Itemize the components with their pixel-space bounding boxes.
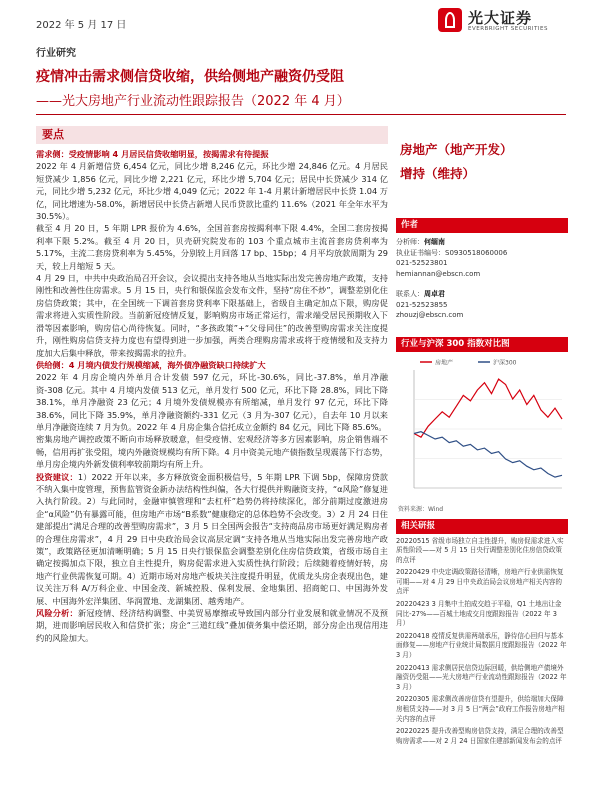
report-title: 疫情冲击需求侧信贷收缩，供给侧地产融资仍受阻 xyxy=(36,69,344,85)
contact-label: 联系人： xyxy=(396,290,424,298)
risk-lead: 风险分析： xyxy=(36,608,78,619)
supply-text-2: 密集房地产调控政策不断向市场释放暖意，但受疫情、宏观经济等多方因素影响，房企销售端不畅，信用再扩张受阻，境内外融资规模均有所下降。4 月中资美元地产债指数呈现震荡下行态势，单月房企境内外新发债利率较前期均有所上升。 xyxy=(36,434,388,470)
demand-text: 2022 年 4 月新增信贷 6,454 亿元，同比少增 8,246 亿元，环比少增 24,846 亿元。4 月居民短贷减少 1,856 亿元，同比少增 2,221 亿元，环比少增 5,704 亿元；居民中长贷减少 314 亿元，同比少增 5,232 亿元，环比少增 4,049 亿元；2022 年 1-4 月累计新增居民中长贷 1.04 万亿，同比增速为-58.0%，新增居民中长贷占新增人民币贷款比重约 11.6%（2021 年全年水平为 30.5%）。 xyxy=(36,161,388,222)
rating-value: 增持（维持） xyxy=(400,166,476,181)
rating-sector: 房地产（地产开发） xyxy=(400,142,513,157)
related-report-item[interactable]: 20220225 提升改善型购房信贷支持，满足合理的改善型购房需求——对 2 月 24 日国家住建部新闻发布会的点评 xyxy=(396,727,564,745)
authors-heading: 作者 xyxy=(396,218,568,233)
analyst-cert: 执业证书编号：S0930518060006 xyxy=(396,248,508,257)
report-category: 行业研究 xyxy=(36,48,76,59)
index-comparison-chart xyxy=(396,352,568,502)
supply-lead: 供给侧：4 月境内债发行规模缩减，海外债净融资缺口持续扩大 xyxy=(36,359,266,370)
brand-logo xyxy=(438,4,556,40)
investment-section xyxy=(36,471,388,607)
related-reports-heading: 相关研报 xyxy=(396,519,568,534)
chart-legend-label: 沪深300 xyxy=(493,359,517,366)
logo-icon xyxy=(438,8,462,32)
lpr-text: 截至 4 月 20 日，5 年期 LPR 报价为 4.6%，全国首套房按揭利率下限 4.4%，全国二套房按揭利率下限 5.2%。截至 4 月 20 日，贝壳研究院发布的 103 个重点城市主流首套房贷利率为 5.17%，主流二套房贷利率为 5.45%，分别较上月回落 17 bp、15bp；4 月平均放款周期为 29 天，较上月缩短 5 天。 xyxy=(36,223,388,271)
contact-phone: 021-52523855 xyxy=(396,300,448,309)
chart-source: 资料来源：Wind xyxy=(398,505,444,513)
demand-section xyxy=(36,148,388,359)
related-report-item[interactable]: 20220413 需求侧居民信贷边际回暖，供给侧地产债境外融资仍受阻——光大房地产行业流动性跟踪报告（2022 年 3 月） xyxy=(396,663,567,691)
logo-name-cn: 光大证券 xyxy=(468,9,533,27)
analyst-name: 何缅南 xyxy=(424,238,445,246)
supply-text: 2022 年 4 月房企境内外单月合计发债 597 亿元，环比-30.6%，同比-37.8%，单月净融资-308 亿元。其中 4 月境内发债 513 亿元，单月发行 500 亿元，环比下降 28.8%，同比下降 38.1%，单月净融资 23 亿元；4 月境外发债规模亦有所缩减，单月发行 97 亿元，环比下降 38.6%，同比下降 35.9%，单月净融资额约-331 亿元（3 月为-307 亿元），自去年 10 月以来单月净融资连续 7 月为负。2022 年 4 月房企集合信托成立金额约 84 亿元，同比下降 85.6%。 xyxy=(36,372,388,432)
chart-series-line xyxy=(414,431,562,476)
main-column xyxy=(36,126,388,790)
analyst-phone: 021-52523801 xyxy=(396,259,448,267)
related-report-item[interactable]: 20220418 疫情反复供需两端承压，静待信心回归与基本面修复——房地产行业统计局数据月度跟踪报告（2022 年 3 月） xyxy=(396,631,567,660)
title-divider xyxy=(36,114,566,115)
supply-section xyxy=(36,359,388,471)
report-date: 2022 年 5 月 17 日 xyxy=(36,20,127,31)
related-reports-list xyxy=(396,537,568,747)
contact-name: 周卓君 xyxy=(424,290,445,298)
chart-heading: 行业与沪深 300 指数对比图 xyxy=(396,337,568,352)
related-report-item[interactable]: 20220515 省级市场独立自主性提升，购房促需求进入实质性阶段——对 5 月 15 日央行调整差别化住房信贷政策的点评 xyxy=(396,536,564,564)
investment-lead: 投资建议： xyxy=(36,471,78,482)
contact-email[interactable]: zhouzj@ebscn.com xyxy=(396,311,464,319)
investment-text: 1）2022 开年以来，多方释放资金面积极信号，5 年期 LPR 下调 5bp，保障房贷款不纳入集中度管理，预售监管资金新办法结构性纠偏，各大行提供并购融资支持，“α风险”修复进入执行阶段。2）与此同时，金融审慎管理和“去杠杆”趋势仍将持续深化，部分前期过度激进房企“α风险”仍有暴露可能，但房地产市场“B系数”健康稳定的总体趋势不会改变。3）2 月 24 日住建部提出“满足合理的改善型购房需求”，3 月 5 日全国两会报告“支持商品房市场更好满足购房者的合理住房需求”，4 月 29 日中央政治局会议高层定调“支持各地从当地实际出发完善房地产政策”，政策路径更加清晰明确；5 月 15 日央行银保监会调整差别化住房信贷政策，省级市场自主确定按揭加点下限，独立自主性提升，购房促需求进入实质性执行阶段；后续随着疫情好转，房地产行业供需恢复可期。4）近期市场对房地产板块关注度提升明显，优质龙头房企表现出色，建议关注万科 A/万科企业、中国金茂、新城控股、保利发展、金地集团、招商蛇口、中国海外发展、中国海外宏洋集团、华润置地、龙湖集团、越秀地产。 xyxy=(36,471,388,606)
demand-lead: 需求侧：受疫情影响 4 月居民信贷收缩明显，按揭需求有待提振 xyxy=(36,149,269,159)
sidebar xyxy=(396,126,568,790)
chart-legend-label: 房地产 xyxy=(435,359,454,366)
analyst-email[interactable]: hemiannan@ebscn.com xyxy=(396,269,481,278)
risk-section xyxy=(36,607,388,644)
analyst-label: 分析师： xyxy=(396,238,424,246)
risk-text: 新冠疫情、经济结构调整、中美贸易摩擦或导致国内部分行业发展和就业情况不及预期，进而影响居民收入和信贷扩张；房企“三道红线”叠加债务集中偿还期，部分房企出现信用违约的风险加大。 xyxy=(36,608,388,643)
policy-text: 4 月 29 日，中共中央政治局召开会议，会议提出支持各地从当地实际出发完善房地产政策，支持刚性和改善性住房需求。5 月 15 日，央行和银保监会发布文件，坚持“房住不炒”，调整差别化住房信贷政策；其中，在全国统一下调首套房贷利率下限基础上，省级自主确定加点下限，购房促需求将进入实质性阶段。当前新冠疫情反复，影响购房市场正常运行，需求端受居民预期收入下滑等因素影响，购房信心尚待恢复。同时，“多孩政策”+“父母同住”的改善型购房需求关注度提升，刚性购房信贷支持力度也有望得到进一步加强，两类合理购房需求或将于疫情缓和及支持力度加大后集中释放，带来按揭需求的拉升。 xyxy=(36,273,388,358)
related-report-item[interactable]: 20220429 中央定调政策路径清晰，房地产行业供需恢复可期——对 4 月 29 日中央政治局会议房地产相关内容的点评 xyxy=(396,568,564,596)
chart-svg xyxy=(396,352,568,502)
related-report-item[interactable]: 20220305 需求侧改善房信贷有望提升，供给端加大保障房租赁支持——对 3 月 5 日“两会”政府工作报告房地产相关内容的点评 xyxy=(396,695,565,723)
contact-block xyxy=(396,289,568,321)
chart-series-line xyxy=(414,379,562,437)
logo-name-en: EVERBRIGHT SECURITIES xyxy=(468,26,548,32)
analyst-block xyxy=(396,237,568,279)
key-points-heading: 要点 xyxy=(36,126,388,144)
report-subtitle: ——光大房地产行业流动性跟踪报告（2022 年 4 月） xyxy=(36,94,350,109)
related-report-item[interactable]: 20220423 3 月集中土拍成交趋于平稳，Q1 土地出让金同比-27%——百城土地成交月度跟踪报告（2022 年 3 月） xyxy=(396,600,562,628)
